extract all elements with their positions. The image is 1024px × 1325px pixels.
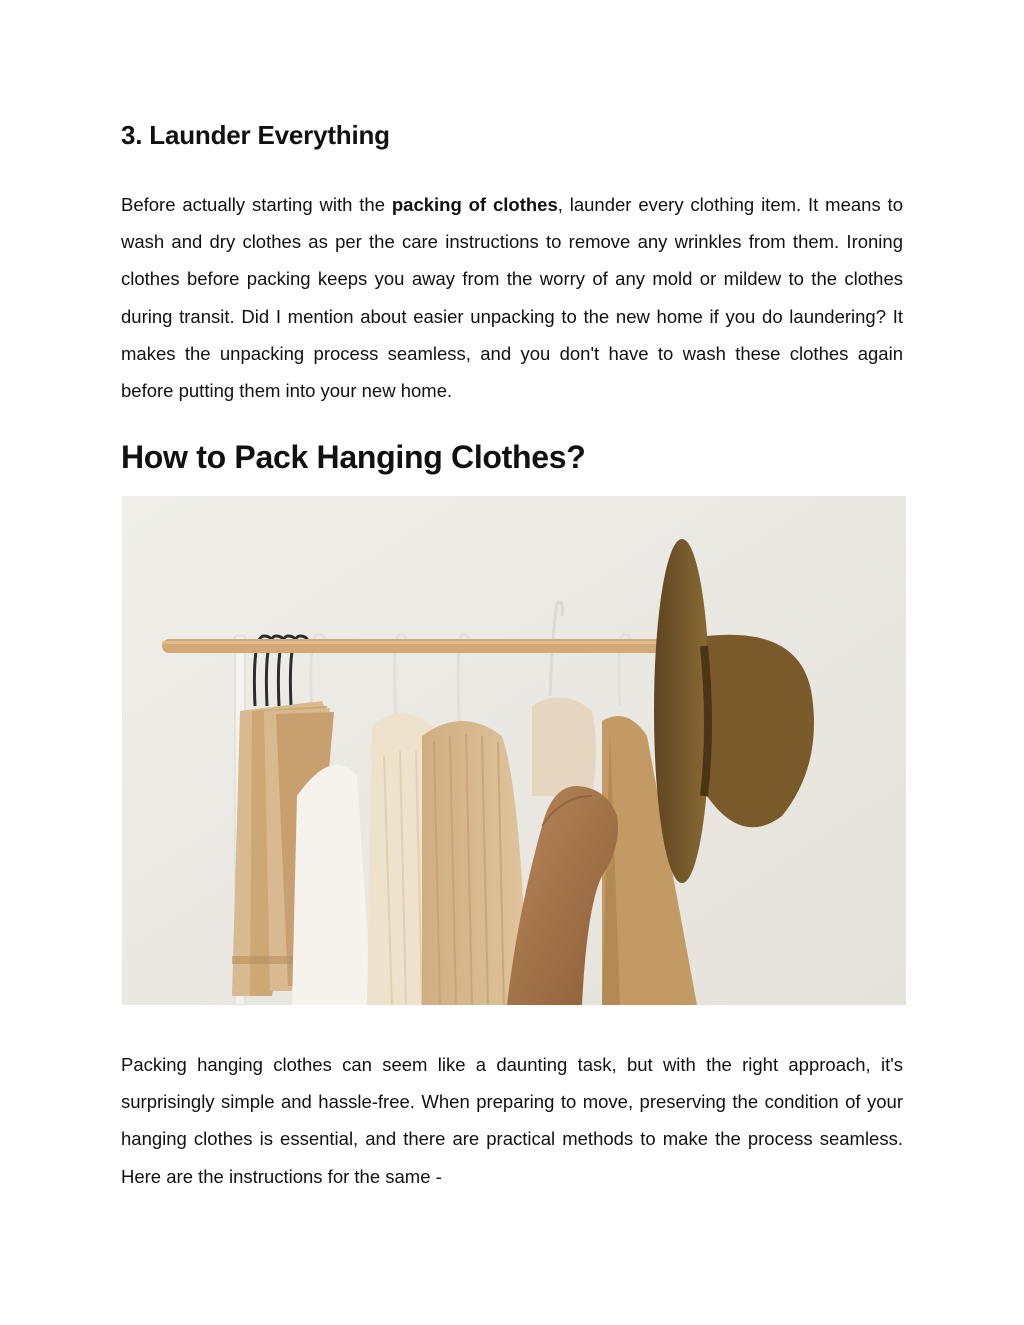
- article-heading: How to Pack Hanging Clothes?: [121, 439, 586, 475]
- article-paragraph: Packing hanging clothes can seem like a daunting task, but with the right approach, it's surprisingly simple and hassle-free. When preparing to move, preserving the condition of your hanging clothes is essential, and there are practical methods to make the process seamless. Here are the instructions for the same -: [121, 1054, 903, 1187]
- section-heading: 3. Launder Everything: [121, 120, 390, 150]
- beige-hoodie: [532, 697, 596, 796]
- paragraph-text-start: Before actually starting with the: [121, 194, 392, 215]
- paragraph-bold-phrase: packing of clothes: [391, 194, 558, 215]
- hanging-clothes-photo: [122, 496, 906, 1005]
- paragraph-text-end: , launder every clothing item. It means to wash and dry clothes as per the care instructions to remove any wrinkles from them. Ironing clothes before packing keeps you away from the worry of any mold or mildew to the clothes during transit. Did I mention about easier unpacking to the new home if you do laundering? It makes the unpacking process seamless, and you don't have to wash these clothes again before putting them into your new home.: [121, 194, 903, 402]
- section-paragraph: [121, 186, 903, 409]
